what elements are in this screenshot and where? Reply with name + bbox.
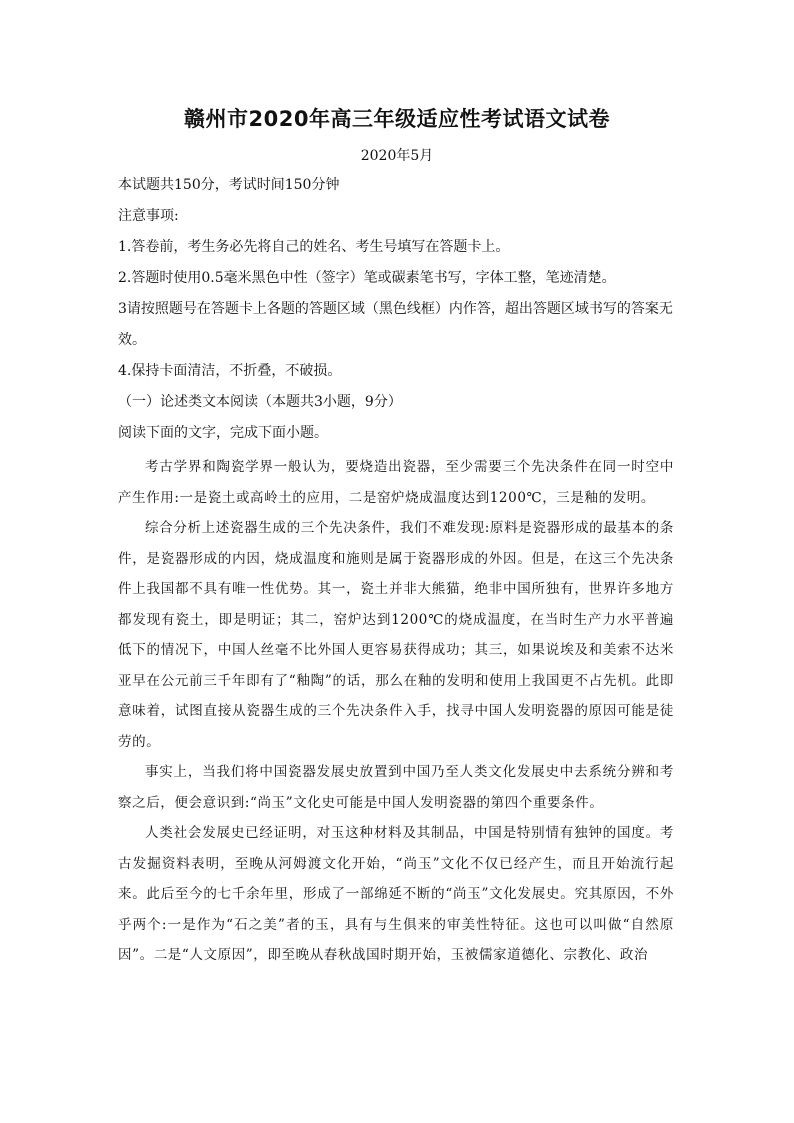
article-body xyxy=(118,452,674,971)
instructions-block xyxy=(118,170,678,449)
notice-label: 注意事项: xyxy=(118,208,179,224)
exam-date: 2020年5月 xyxy=(360,148,434,164)
notice-item: 1.答卷前，考生务必先将自己的姓名、考生号填写在答题卡上。 xyxy=(118,239,510,255)
exam-title: 赣州市2020年高三年级适应性考试语文试卷 xyxy=(184,107,610,131)
article-paragraph: 事实上，当我们将中国瓷器发展史放置到中国乃至人类文化发展史中去系统分辨和考察之后，便会意识到:“尚玉”文化史可能是中国人发明瓷器的第四个重要条件。 xyxy=(118,764,674,811)
section-heading: （一）论述类文本阅读（本题共3小题，9分） xyxy=(118,394,402,410)
notice-item: 3请按照题号在答题卡上各题的答题区域（黑色线框）内作答，超出答题区域书写的答案无效。 xyxy=(118,301,673,348)
notice-item: 4.保持卡面清洁，不折叠，不破损。 xyxy=(118,363,342,379)
article-paragraph: 综合分析上述瓷器生成的三个先决条件，我们不难发现:原料是瓷器形成的最基本的条件，是瓷器形成的内因，烧成温度和施则是属于瓷器形成的外因。但是，在这三个先决条件上我国都不具有唯一性优势。其一，瓷土并非大熊猫，绝非中国所独有，世界许多地方都发现有瓷土，即是明证；其二，窑炉达到1200℃的烧成温度，在当时生产力水平普遍低下的情况下，中国人丝毫不比外国人更容易获得成功；其三，如果说埃及和美索不达米亚早在公元前三千年即有了“釉陶”的话，那么在釉的发明和使用上我国更不占先机。此即意味着，试图直接从瓷器生成的三个先决条件入手，找寻中国人发明瓷器的原因可能是徒劳的。 xyxy=(118,520,674,750)
notice-item: 2.答题时使用0.5毫米黑色中性（签字）笔或碳素笔书写，字体工整，笔迹清楚。 xyxy=(118,270,616,286)
exam-intro: 本试题共150分，考试时间150分钟 xyxy=(118,177,340,193)
reading-directive: 阅读下面的文字，完成下面小题。 xyxy=(118,425,328,441)
article-paragraph: 考古学界和陶瓷学界一般认为，要烧造出瓷器，至少需要三个先决条件在同一时空中产生作用:一是瓷土或高岭土的应用，二是窑炉烧成温度达到1200℃，三是釉的发明。 xyxy=(118,459,674,506)
article-paragraph: 人类社会发展史已经证明，对玉这种材料及其制品，中国是特别情有独钟的国度。考古发掘资料表明，至晚从河姆渡文化开始，“尚玉”文化不仅已经产生，而且开始流行起来。此后至今的七千余年里，形成了一部绵延不断的“尚玉”文化发展史。究其原因，不外乎两个:一是作为“石之美”者的玉，具有与生俱来的审美性特征。这也可以叫做“自然原因”。二是“人文原因”，即至晚从春秋战国时期开始，玉被儒家道德化、宗教化、政治 xyxy=(118,825,674,963)
